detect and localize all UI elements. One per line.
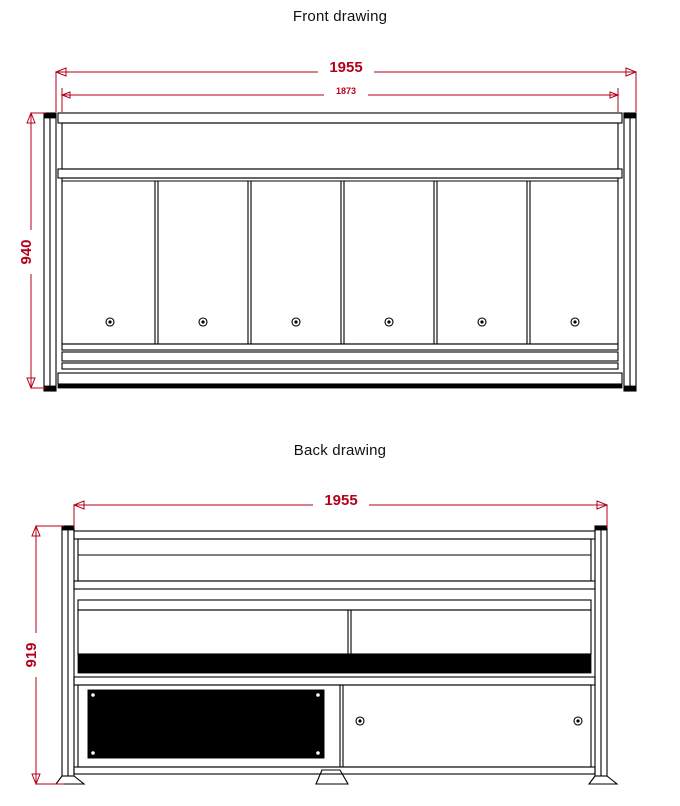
- front-panel-body: [62, 178, 618, 344]
- back-height-label: 919: [23, 642, 40, 668]
- back-drawing-title: Back drawing: [293, 442, 387, 459]
- back-door-holes: [356, 717, 582, 725]
- back-overall-width-label: 1955: [324, 492, 358, 509]
- back-dim-height: [23, 526, 64, 784]
- back-hatched-panel: [88, 690, 324, 758]
- front-dim-height: [18, 113, 46, 388]
- back-top-rail: [74, 531, 595, 589]
- front-overall-width-label: 1955: [329, 59, 363, 76]
- back-right-post: [589, 526, 617, 784]
- front-left-post: [44, 113, 56, 391]
- back-solid-band: [78, 654, 591, 673]
- back-center-foot: [316, 770, 348, 784]
- front-drawing-group: [18, 59, 636, 391]
- front-height-label: 940: [18, 239, 35, 265]
- front-right-post: [624, 113, 636, 391]
- front-inner-width-label: 1873: [335, 86, 357, 96]
- back-middle-shelf: [78, 600, 591, 654]
- front-dim-inner-width: [62, 84, 618, 112]
- front-panel-holes: [106, 318, 579, 326]
- front-top-rail: [58, 113, 622, 178]
- back-drawing-group: [23, 492, 617, 784]
- back-dim-overall-width: [74, 492, 607, 528]
- front-drawing-title: Front drawing: [292, 8, 388, 25]
- front-bottom-rails: [58, 344, 622, 388]
